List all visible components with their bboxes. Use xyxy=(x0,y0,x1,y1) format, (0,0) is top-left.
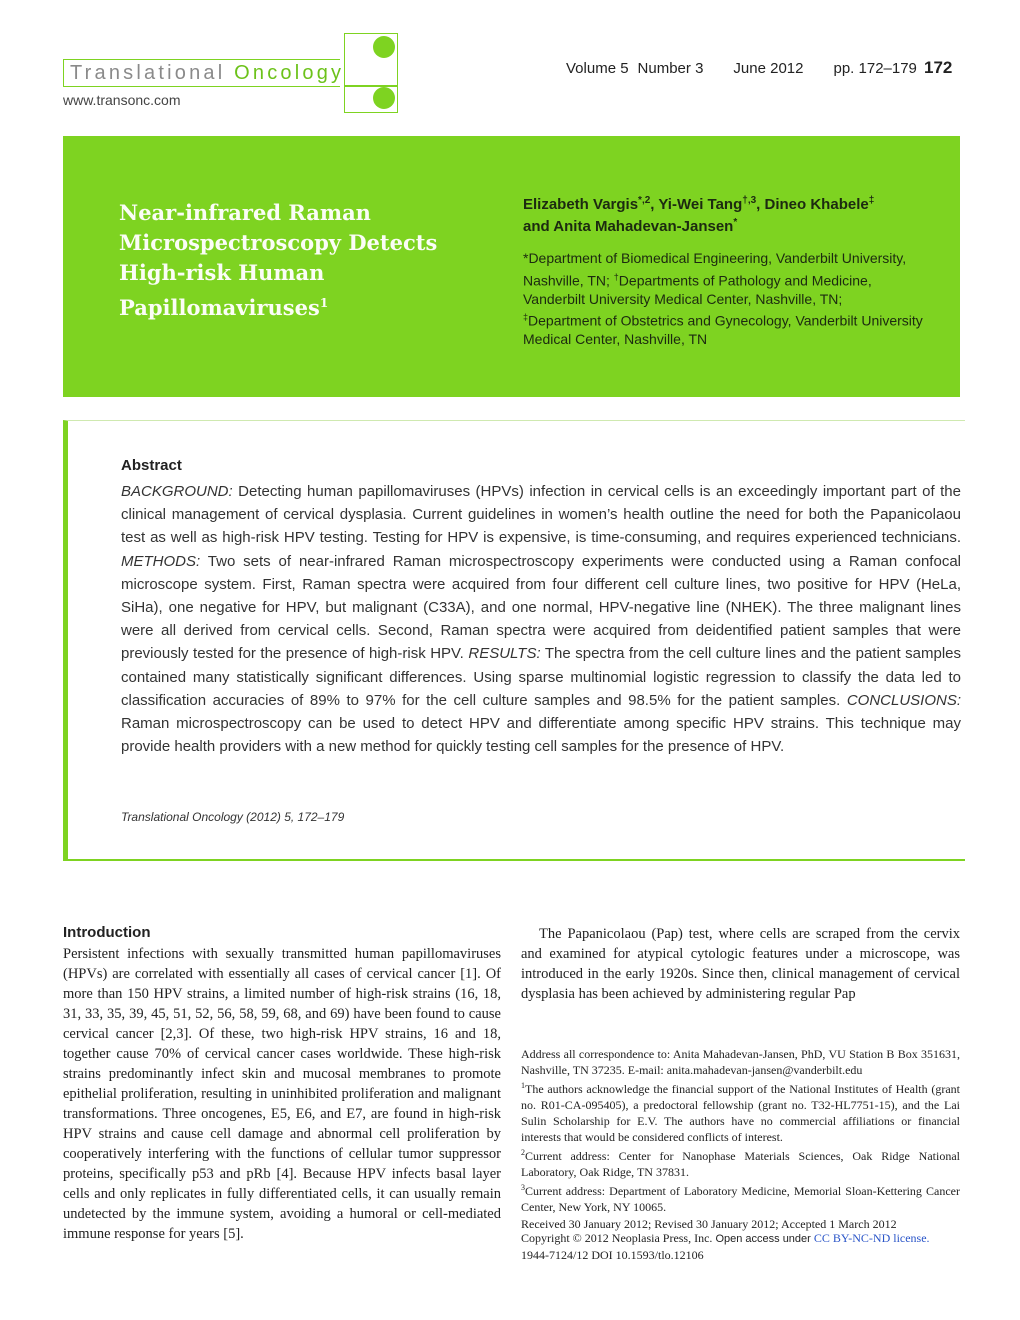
footnote-2: $^2$Current address: Center for Nanophase Materials Sciences, Oak Ridge National Laboratory, Oak Ridge, TN 37831. xyxy=(521,1148,960,1179)
author-name: Elizabeth Vargis xyxy=(523,196,639,213)
title-footnote-marker: 1 xyxy=(319,296,329,310)
issue-date: June 2012 xyxy=(733,60,804,77)
journal-url[interactable]: www.transonc.com xyxy=(63,92,181,108)
logo-dot-icon xyxy=(373,36,395,58)
license-link[interactable]: CC BY-NC-ND license. xyxy=(813,1231,930,1245)
author-marker: †,3 xyxy=(742,195,757,206)
author-marker: ‡ xyxy=(868,195,875,206)
open-access-text: Open access under xyxy=(715,1233,814,1245)
introduction-text: Persistent infections with sexually transmitted human papillomaviruses (HPVs) are correlated with essentially all cases of cervical cancer [1]. Of more than 150 HPV strains, a limited number of high-risk strains (16, 18, 31, 33, 35, 39, 45, 51, 52, 56, 58, 59, 68, and 69) have been found to cause cervical cancer [2,3]. Of these, two high-risk HPV strains, 16 and 18, together cause 70% of cervical cancer cases worldwide. These high-risk strains predominantly infect skin and mucosal membranes to promote epithelial proliferation, resulting in uninhibited proliferation and malignant transformations. Three oncogenes, E5, E6, and E7, are found in high-risk HPV strains and cause cell damage and abnormal cell proliferation by cooperatively interfering with the functions of cellular tumor suppressor proteins, specifically p53 and pRb [4]. Because HPV infects basal layer cells and only replicates in fully differentiated cells, it can usually remain undetected by the immune system, avoiding a humoral or cell-mediated immune response for years [5]. xyxy=(63,946,501,1242)
article-title xyxy=(119,198,439,323)
issue-number: Number 3 xyxy=(637,60,704,77)
footnotes xyxy=(521,1046,960,1232)
abstract-section xyxy=(63,420,965,861)
article-dates: Received 30 January 2012; Revised 30 January 2012; Accepted 1 March 2012 xyxy=(521,1217,897,1231)
volume: Volume 5 xyxy=(566,60,629,77)
copyright-text: Copyright © 2012 Neoplasia Press, Inc. xyxy=(521,1231,716,1245)
journal-citation: Translational Oncology (2012) 5, 172–179 xyxy=(121,810,345,824)
title-banner xyxy=(63,136,960,397)
author-name: Anita Mahadevan-Jansen xyxy=(553,218,734,235)
affiliations: *Department of Biomedical Engineering, Vanderbilt University, Nashville, TN; †Departments of Pathology and Medicine, Vanderbilt University Medical Center, Nashville, TN; ‡Department of Obstetrics and Gynecology, Vanderbilt University Medical Center, Nashville, TN xyxy=(523,250,923,348)
copyright-block xyxy=(521,1230,960,1263)
logo-word-translational: Translational xyxy=(70,62,226,84)
author-marker: * xyxy=(733,217,738,228)
introduction-heading: Introduction xyxy=(63,924,151,941)
doi: 1944-7124/12 DOI 10.1593/tlo.12106 xyxy=(521,1248,704,1262)
abstract-heading: Abstract xyxy=(121,457,182,474)
right-column-text: The Papanicolaou (Pap) test, where cells are scraped from the cervix and examined for atypical cytologic features under a microscope, was introduced in the early 1920s. Since then, clinical management of cervical dysplasia has been achieved by administering regular Pap xyxy=(521,926,960,1002)
author-name: Dineo Khabele xyxy=(764,196,869,213)
correspondence-note: Address all correspondence to: Anita Mahadevan-Jansen, PhD, VU Station B Box 351631, Nashville, TN 37235. E-mail: anita.mahadevan-jansen@vanderbilt.edu xyxy=(521,1047,960,1077)
conclusions-label: CONCLUSIONS: xyxy=(846,691,961,709)
author-list: Elizabeth Vargis$^{*,2}$, Yi-Wei Tang$^{\dagger,3}$, Dineo Khabele‡ and Anita Mahadevan-Jansen* xyxy=(523,195,875,235)
logo-frame xyxy=(63,59,345,87)
background-label: BACKGROUND: xyxy=(121,483,233,500)
article-title-text: Near-infrared Raman Microspectroscopy Detects High-risk Human Papillomaviruses xyxy=(119,200,438,320)
issue-info xyxy=(566,60,926,77)
results-label: RESULTS: xyxy=(468,645,541,663)
abstract-text: BACKGROUND: Detecting human papillomaviruses (HPVs) infection in cervical cells is an exceedingly important part of the clinical management of cervical dysplasia. Current guidelines in women’s health outline the need for both the Papanicolaou test as well as high-risk HPV testing. Testing for HPV is expensive, is time-consuming, and requires experienced technicians. METHODS: Two sets of near-infrared Raman microspectroscopy experiments were conducted using a Raman confocal microscope system. First, Raman spectra were acquired from four different cell culture lines, two positive for HPV (HeLa, SiHa), one negative for HPV, but malignant (C33A), and one normal, HPV-negative line (NHEK). The three malignant lines were all derived from cervical cells. Second, Raman spectra were acquired from deidentified patient samples that were previously tested for the presence of high-risk HPV. RESULTS: The spectra from the cell culture lines and the patient samples contained many statistically significant differences. Using sparse multinomial logistic regression to classify the data led to classification accuracies of 89% to 97% for the cell culture samples and 98.5% for the patient samples. CONCLUSIONS: Raman microspectroscopy can be used to detect HPV and differentiate among specific HPV strains. This technique may provide health providers with a new method for quickly testing cell samples for the presence of HPV. xyxy=(121,483,962,756)
footnote-3: $^3$Current address: Department of Laboratory Medicine, Memorial Sloan-Kettering Cancer Center, New York, NY 10065. xyxy=(521,1183,960,1214)
page-number: 172 xyxy=(924,58,953,77)
footnote-1: $^1$The authors acknowledge the financial support of the National Institutes of Health (grant no. R01-CA-095405), a predoctoral fellowship (grant no. T32-HL7751-15), and the Lai Sulin Scholarship for E.V. The authors have no commercial affiliations or financial interests that would be considered conflicts of interest. xyxy=(521,1081,960,1144)
logo-text xyxy=(70,62,344,85)
author-marker: *,2 xyxy=(638,195,651,206)
logo-dot-icon xyxy=(373,87,395,109)
logo-word-oncology: Oncology xyxy=(234,62,345,84)
methods-label: METHODS: xyxy=(121,552,201,570)
author-name: Yi-Wei Tang xyxy=(658,196,743,213)
page-range: pp. 172–179 xyxy=(833,60,917,77)
